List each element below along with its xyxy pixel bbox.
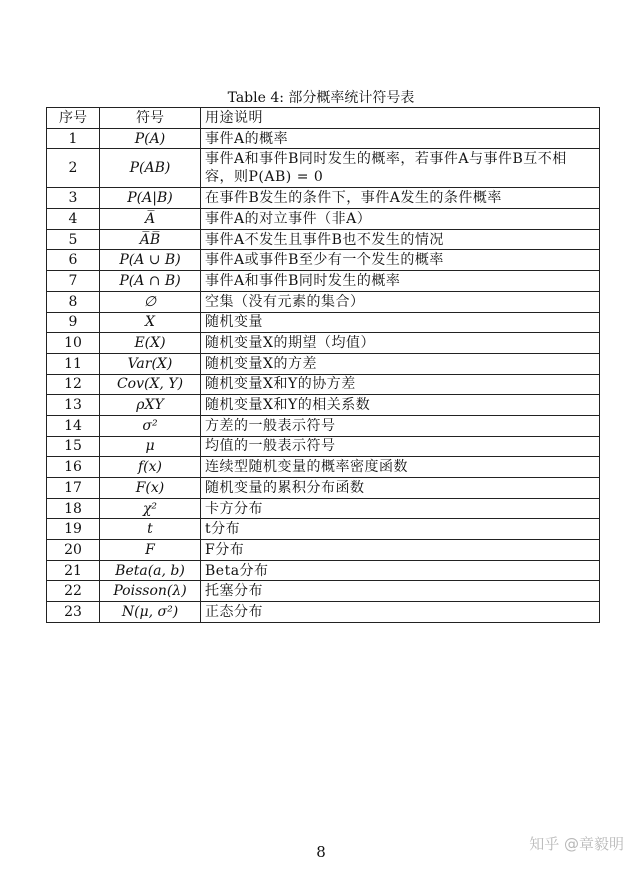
table-row bbox=[47, 209, 600, 230]
table-row bbox=[47, 128, 600, 149]
row-description: 随机变量X和Y的协方差 bbox=[201, 374, 600, 395]
row-symbol: σ² bbox=[100, 415, 201, 436]
row-symbol: F bbox=[100, 540, 201, 561]
row-symbol: Poisson(λ) bbox=[100, 581, 201, 602]
row-index: 17 bbox=[47, 478, 100, 499]
symbol-table bbox=[46, 107, 600, 623]
row-index: 2 bbox=[47, 149, 100, 188]
row-description: 连续型随机变量的概率密度函数 bbox=[201, 457, 600, 478]
table-row bbox=[47, 602, 600, 623]
row-description: 事件A和事件B同时发生的概率，若事件A与事件B互不相容，则P(AB) = 0 bbox=[201, 149, 600, 188]
row-description: t分布 bbox=[201, 519, 600, 540]
row-index: 13 bbox=[47, 395, 100, 416]
row-index: 9 bbox=[47, 312, 100, 333]
row-symbol: P(A|B) bbox=[100, 188, 201, 209]
row-description: 事件A的概率 bbox=[201, 128, 600, 149]
row-symbol: P(A ∪ B) bbox=[100, 250, 201, 271]
row-symbol: A̅ bbox=[100, 209, 201, 230]
header-description: 用途说明 bbox=[201, 108, 600, 129]
row-symbol: ρXY bbox=[100, 395, 201, 416]
row-index: 6 bbox=[47, 250, 100, 271]
table-row bbox=[47, 149, 600, 188]
row-description: 随机变量X的期望（均值） bbox=[201, 333, 600, 354]
table-row bbox=[47, 250, 600, 271]
table-row bbox=[47, 312, 600, 333]
table-row bbox=[47, 457, 600, 478]
table-row bbox=[47, 436, 600, 457]
header-index: 序号 bbox=[47, 108, 100, 129]
page-number: 8 bbox=[316, 843, 326, 861]
table-row bbox=[47, 271, 600, 292]
row-description: 卡方分布 bbox=[201, 498, 600, 519]
row-symbol: P(A ∩ B) bbox=[100, 271, 201, 292]
row-description: 随机变量X的方差 bbox=[201, 353, 600, 374]
row-index: 16 bbox=[47, 457, 100, 478]
row-index: 11 bbox=[47, 353, 100, 374]
row-index: 20 bbox=[47, 540, 100, 561]
row-symbol: E(X) bbox=[100, 333, 201, 354]
table-row bbox=[47, 353, 600, 374]
row-symbol: P(AB) bbox=[100, 149, 201, 188]
table-header-row bbox=[47, 108, 600, 129]
row-index: 23 bbox=[47, 602, 100, 623]
table-row bbox=[47, 540, 600, 561]
row-symbol: t bbox=[100, 519, 201, 540]
row-index: 22 bbox=[47, 581, 100, 602]
row-description: 事件A的对立事件（非A） bbox=[201, 209, 600, 230]
row-symbol: μ bbox=[100, 436, 201, 457]
table-row bbox=[47, 581, 600, 602]
row-description: F分布 bbox=[201, 540, 600, 561]
row-description: 正态分布 bbox=[201, 602, 600, 623]
row-symbol: ∅ bbox=[100, 291, 201, 312]
table-row bbox=[47, 229, 600, 250]
row-index: 1 bbox=[47, 128, 100, 149]
row-index: 3 bbox=[47, 188, 100, 209]
row-index: 7 bbox=[47, 271, 100, 292]
row-index: 21 bbox=[47, 560, 100, 581]
symbol-table-body bbox=[47, 108, 600, 623]
row-description: 随机变量X和Y的相关系数 bbox=[201, 395, 600, 416]
watermark: 知乎 @章毅明 bbox=[529, 835, 624, 853]
row-symbol: N(μ, σ²) bbox=[100, 602, 201, 623]
row-description: 事件A不发生且事件B也不发生的情况 bbox=[201, 229, 600, 250]
row-index: 10 bbox=[47, 333, 100, 354]
table-row bbox=[47, 395, 600, 416]
row-description: 在事件B发生的条件下，事件A发生的条件概率 bbox=[201, 188, 600, 209]
row-description: 随机变量 bbox=[201, 312, 600, 333]
row-description: 方差的一般表示符号 bbox=[201, 415, 600, 436]
row-index: 5 bbox=[47, 229, 100, 250]
row-index: 18 bbox=[47, 498, 100, 519]
row-index: 4 bbox=[47, 209, 100, 230]
row-description: 事件A或事件B至少有一个发生的概率 bbox=[201, 250, 600, 271]
table-row bbox=[47, 560, 600, 581]
row-index: 14 bbox=[47, 415, 100, 436]
row-symbol: F(x) bbox=[100, 478, 201, 499]
row-index: 12 bbox=[47, 374, 100, 395]
table-caption: Table 4: 部分概率统计符号表 bbox=[227, 90, 415, 106]
row-index: 15 bbox=[47, 436, 100, 457]
table-row bbox=[47, 291, 600, 312]
row-symbol: X bbox=[100, 312, 201, 333]
header-symbol: 符号 bbox=[100, 108, 201, 129]
row-symbol: Var(X) bbox=[100, 353, 201, 374]
row-symbol: P(A) bbox=[100, 128, 201, 149]
table-row bbox=[47, 478, 600, 499]
row-description: 随机变量的累积分布函数 bbox=[201, 478, 600, 499]
row-description: 空集（没有元素的集合） bbox=[201, 291, 600, 312]
row-symbol: χ² bbox=[100, 498, 201, 519]
row-index: 19 bbox=[47, 519, 100, 540]
row-description: 均值的一般表示符号 bbox=[201, 436, 600, 457]
table-row bbox=[47, 519, 600, 540]
row-symbol: Cov(X, Y) bbox=[100, 374, 201, 395]
row-description: 事件A和事件B同时发生的概率 bbox=[201, 271, 600, 292]
table-row bbox=[47, 415, 600, 436]
row-description: 托塞分布 bbox=[201, 581, 600, 602]
row-description: Beta分布 bbox=[201, 560, 600, 581]
row-symbol: A̅B̅ bbox=[100, 229, 201, 250]
row-symbol: f(x) bbox=[100, 457, 201, 478]
table-row bbox=[47, 498, 600, 519]
table-row bbox=[47, 188, 600, 209]
row-index: 8 bbox=[47, 291, 100, 312]
table-row bbox=[47, 333, 600, 354]
table-row bbox=[47, 374, 600, 395]
row-symbol: Beta(a, b) bbox=[100, 560, 201, 581]
